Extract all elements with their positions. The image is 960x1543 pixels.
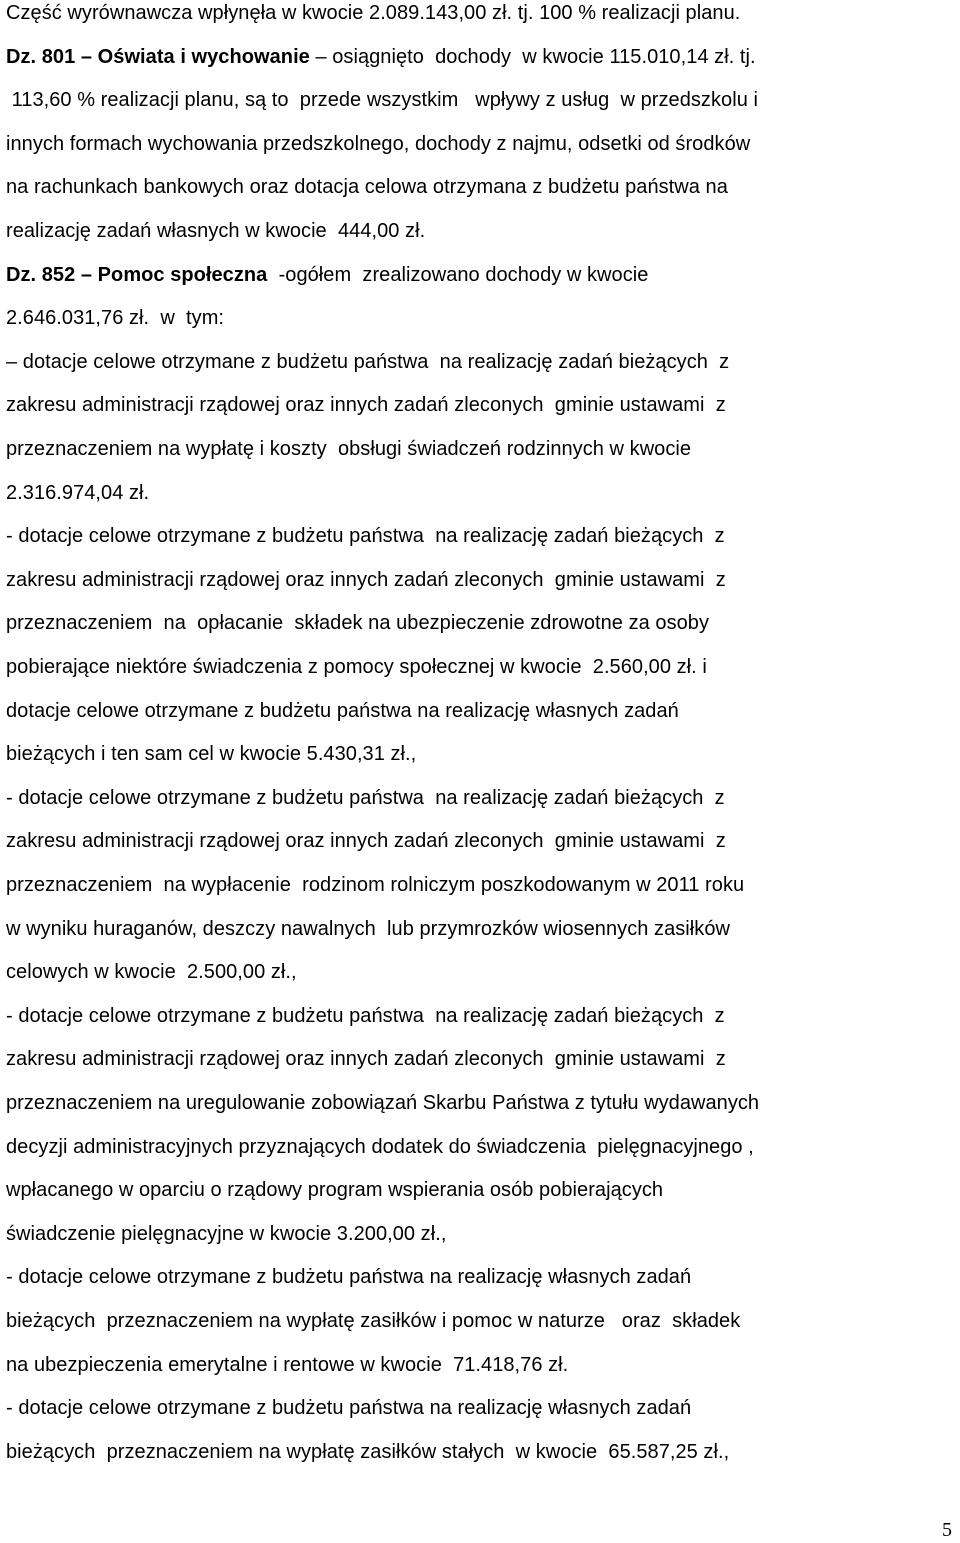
text-line-content: 113,60 % realizacji planu, są to przede wszystkim wpływy z usług w przedszkolu i [6, 89, 758, 112]
text-line-content: - dotacje celowe otrzymane z budżetu państwa na realizację zadań bieżących z [6, 525, 725, 548]
text-line [6, 481, 149, 505]
text-line-content: zakresu administracji rządowej oraz innych zadań zleconych gminie ustawami z [6, 394, 726, 417]
text-line [6, 1, 740, 25]
text-line-content: Część wyrównawcza wpłynęła w kwocie 2.089.143,00 zł. tj. 100 % realizacji planu. [6, 2, 741, 24]
text-line [6, 829, 726, 853]
text-line [6, 1091, 759, 1115]
text-line-content: realizację zadań własnych w kwocie 444,00 zł. [6, 220, 426, 242]
text-line [6, 1222, 446, 1246]
text-line [6, 699, 679, 723]
text-line-content: 2.646.031,76 zł. w tym: [6, 307, 225, 330]
text-line-content: – dotacje celowe otrzymane z budżetu państwa na realizację zadań bieżących z [6, 350, 730, 373]
text-line-content: - dotacje celowe otrzymane z budżetu państwa na realizację własnych zadań [6, 1397, 692, 1420]
text-line-content: bieżących przeznaczeniem na wypłatę zasiłków stałych w kwocie 65.587,25 zł., [6, 1440, 730, 1463]
text-line-continuation: – osiągnięto dochody w kwocie 115.010,14 zł. tj. [309, 45, 756, 68]
text-line [6, 1440, 729, 1464]
text-line [6, 437, 691, 461]
text-line-content: świadczenie pielęgnacyjne w kwocie 3.200,00 zł., [6, 1222, 447, 1245]
text-line-content: 2.316.974,04 zł. [6, 481, 150, 504]
text-line [6, 1396, 691, 1420]
text-line-content: wpłacanego w oparciu o rządowy program wspierania osób pobierających [6, 1179, 664, 1202]
text-line [6, 175, 728, 199]
text-line-content: pobierające niektóre świadczenia z pomocy społecznej w kwocie 2.560,00 zł. i [6, 656, 707, 678]
text-line [6, 611, 709, 635]
text-line [6, 1265, 691, 1289]
text-line-content: zakresu administracji rządowej oraz innych zadań zleconych gminie ustawami z [6, 1048, 726, 1071]
text-line-content: przeznaczeniem na wypłacenie rodzinom rolniczym poszkodowanym w 2011 roku [6, 874, 745, 896]
text-line [6, 393, 726, 417]
text-line [6, 1353, 568, 1377]
text-line-content: przeznaczeniem na uregulowanie zobowiązań Skarbu Państwa z tytułu wydawanych [6, 1092, 760, 1114]
text-line [6, 742, 416, 766]
text-line [6, 655, 707, 679]
text-line [6, 306, 224, 330]
text-line-content: w wyniku huraganów, deszczy nawalnych lub przymrozków wiosennych zasiłków [6, 917, 731, 940]
section-heading: Dz. 801 – Oświata i wychowanie [6, 45, 310, 68]
text-line-content: zakresu administracji rządowej oraz innych zadań zleconych gminie ustawami z [6, 568, 726, 591]
text-line [6, 960, 297, 984]
text-line-content: bieżących przeznaczeniem na wypłatę zasiłków i pomoc w naturze oraz składek [6, 1310, 741, 1332]
text-line [6, 1178, 663, 1202]
text-line-content: decyzji administracyjnych przyznających dodatek do świadczenia pielęgnacyjnego , [6, 1135, 754, 1158]
text-line [6, 1309, 740, 1333]
text-line-content: dotacje celowe otrzymane z budżetu państwa na realizację własnych zadań [6, 699, 679, 722]
text-line-content: przeznaczeniem na opłacanie składek na ubezpieczenie zdrowotne za osoby [6, 612, 710, 635]
text-line [6, 132, 750, 156]
text-line [6, 1135, 754, 1159]
text-line [6, 873, 744, 897]
text-line [6, 1047, 726, 1071]
section-heading: Dz. 852 – Pomoc społeczna [6, 263, 268, 286]
text-line-content: zakresu administracji rządowej oraz innych zadań zleconych gminie ustawami z [6, 830, 726, 853]
text-line-content: na ubezpieczenia emerytalne i rentowe w kwocie 71.418,76 zł. [6, 1353, 569, 1376]
text-line [6, 568, 726, 592]
text-line [6, 524, 725, 548]
text-line-content: bieżących i ten sam cel w kwocie 5.430,31 zł., [6, 743, 417, 766]
text-line [6, 350, 729, 374]
text-line [6, 88, 758, 112]
text-line [6, 45, 756, 69]
text-line [6, 786, 725, 810]
text-line [6, 917, 730, 941]
page-number: 5 [942, 1519, 952, 1541]
text-line [6, 1004, 725, 1028]
text-line-content: - dotacje celowe otrzymane z budżetu państwa na realizację zadań bieżących z [6, 786, 725, 809]
text-line-content: - dotacje celowe otrzymane z budżetu państwa na realizację własnych zadań [6, 1266, 692, 1289]
text-line [6, 219, 425, 243]
text-line-content: na rachunkach bankowych oraz dotacja celowa otrzymana z budżetu państwa na [6, 176, 728, 199]
text-line-content: celowych w kwocie 2.500,00 zł., [6, 961, 297, 984]
text-line-content: innych formach wychowania przedszkolnego, dochody z najmu, odsetki od środków [6, 132, 751, 155]
text-line [6, 263, 648, 287]
text-line-content: - dotacje celowe otrzymane z budżetu państwa na realizację zadań bieżących z [6, 1004, 725, 1027]
text-line-continuation: -ogółem zrealizowano dochody w kwocie [267, 263, 649, 286]
text-line-content: przeznaczeniem na wypłatę i koszty obsługi świadczeń rodzinnych w kwocie [6, 438, 692, 460]
